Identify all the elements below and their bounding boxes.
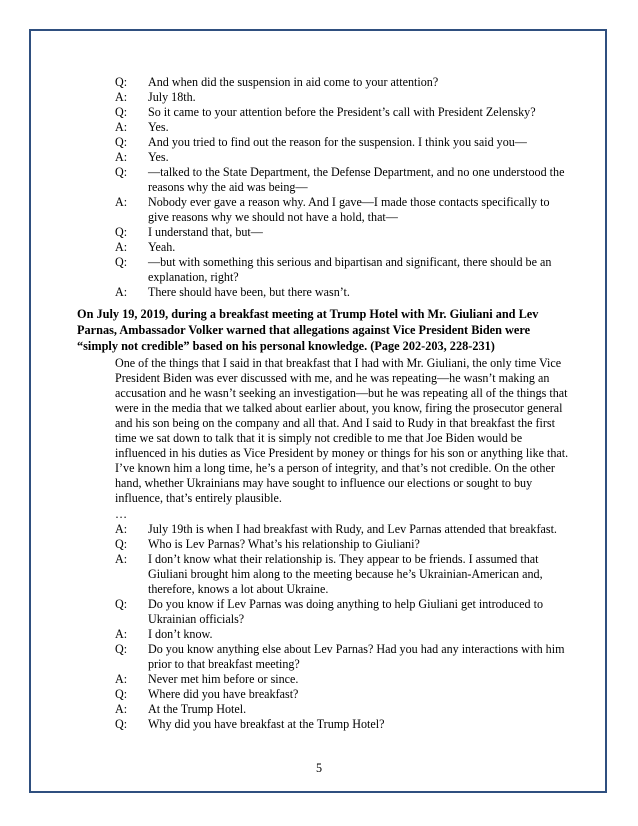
- qa-row: [0, 90, 638, 105]
- qa-text: And when did the suspension in aid come to your attention?: [148, 75, 439, 89]
- qa-text: Yes.: [148, 150, 169, 164]
- speaker-label: A:: [115, 240, 128, 254]
- ellipsis: …: [115, 507, 128, 521]
- qa-text: Do you know anything else about Lev Parnas? Had you had any interactions with him prior to that breakfast meeting?: [148, 642, 565, 671]
- qa-text: Where did you have breakfast?: [148, 687, 299, 701]
- qa-text: I don’t know.: [148, 627, 213, 641]
- qa-text: July 19th is when I had breakfast with Rudy, and Lev Parnas attended that breakfast.: [148, 522, 557, 536]
- qa-row: [0, 120, 638, 135]
- qa-row: [0, 195, 638, 225]
- speaker-label: A:: [115, 285, 128, 299]
- transcript-block-1: [0, 75, 638, 300]
- speaker-label: Q:: [115, 165, 128, 179]
- qa-text: I understand that, but—: [148, 225, 263, 239]
- qa-text: —talked to the State Department, the Defense Department, and no one understood the reasons why the aid was being—: [148, 165, 565, 194]
- qa-row: [0, 552, 638, 597]
- speaker-label: A:: [115, 627, 128, 641]
- qa-row: [0, 672, 638, 687]
- speaker-label: Q:: [115, 105, 128, 119]
- qa-text: And you tried to find out the reason for the suspension. I think you said you—: [148, 135, 527, 149]
- qa-text: Nobody ever gave a reason why. And I gave—I made those contacts specifically to give reasons why we should not have a hold, that—: [148, 195, 550, 224]
- speaker-label: A:: [115, 522, 128, 536]
- qa-text: There should have been, but there wasn’t.: [148, 285, 350, 299]
- qa-row: [0, 240, 638, 255]
- speaker-label: Q:: [115, 642, 128, 656]
- speaker-label: Q:: [115, 597, 128, 611]
- qa-text: Yes.: [148, 120, 169, 134]
- qa-row: [0, 627, 638, 642]
- page-number: 5: [315, 761, 323, 775]
- qa-text: So it came to your attention before the President’s call with President Zelensky?: [148, 105, 536, 119]
- qa-text: Why did you have breakfast at the Trump Hotel?: [148, 717, 385, 731]
- speaker-label: Q:: [115, 75, 128, 89]
- speaker-label: Q:: [115, 255, 128, 269]
- speaker-label: A:: [115, 90, 128, 104]
- qa-row: [0, 687, 638, 702]
- qa-row: [0, 702, 638, 717]
- section-heading: On July 19, 2019, during a breakfast meeting at Trump Hotel with Mr. Giuliani and Lev Parnas, Ambassador Volker warned that allegations against Vice President Biden were “simply not credible” based on his personal knowledge. (Page 202-203, 228-231): [77, 307, 539, 353]
- transcript-block-2: [0, 522, 638, 732]
- speaker-label: A:: [115, 702, 128, 716]
- qa-row: [0, 150, 638, 165]
- speaker-label: Q:: [115, 135, 128, 149]
- qa-text: —but with something this serious and bipartisan and significant, there should be an explanation, right?: [148, 255, 552, 284]
- qa-row: [0, 537, 638, 552]
- qa-row: [0, 135, 638, 150]
- qa-row: [0, 255, 638, 285]
- qa-text: Yeah.: [148, 240, 176, 254]
- speaker-label: Q:: [115, 687, 128, 701]
- qa-row: [0, 105, 638, 120]
- qa-text: I don’t know what their relationship is. They appear to be friends. I assumed that Giuliani brought him along to the meeting because he’s Ukrainian-American and, therefore, knows a lot about Ukraine.: [148, 552, 543, 596]
- speaker-label: Q:: [115, 717, 128, 731]
- qa-row: [0, 642, 638, 672]
- qa-row: [0, 225, 638, 240]
- speaker-label: A:: [115, 552, 128, 566]
- qa-text: July 18th.: [148, 90, 196, 104]
- speaker-label: A:: [115, 672, 128, 686]
- qa-row: [0, 717, 638, 732]
- qa-text: Who is Lev Parnas? What’s his relationship to Giuliani?: [148, 537, 420, 551]
- qa-row: [0, 285, 638, 300]
- qa-row: [0, 165, 638, 195]
- speaker-label: A:: [115, 195, 128, 209]
- speaker-label: Q:: [115, 225, 128, 239]
- qa-row: [0, 597, 638, 627]
- qa-row: [0, 522, 638, 537]
- speaker-label: Q:: [115, 537, 128, 551]
- speaker-label: A:: [115, 120, 128, 134]
- qa-row: [0, 75, 638, 90]
- qa-text: Never met him before or since.: [148, 672, 299, 686]
- testimony-paragraph: One of the things that I said in that breakfast that I had with Mr. Giuliani, the only time Vice President Biden was ever discussed with me, and he was repeating—he wasn’t making an accusation and he wasn’t seeking an investigation—but he was repeating all of the things that were in the media that we talked about earlier about, you know, firing the prosecutor general and his son being on the company and all that. And I said to Rudy in that breakfast the first time we sat down to talk that it is simply not credible to me that Joe Biden would be influenced in his duties as Vice President by money or things for his son or anything like that. I’ve known him a long time, he’s a person of integrity, and that’s not credible. On the other hand, whether Ukrainians may have sought to influence our elections or sought to buy influence, that’s entirely plausible.: [115, 356, 569, 505]
- qa-text: At the Trump Hotel.: [148, 702, 247, 716]
- speaker-label: A:: [115, 150, 128, 164]
- qa-text: Do you know if Lev Parnas was doing anything to help Giuliani get introduced to Ukrainian officials?: [148, 597, 543, 626]
